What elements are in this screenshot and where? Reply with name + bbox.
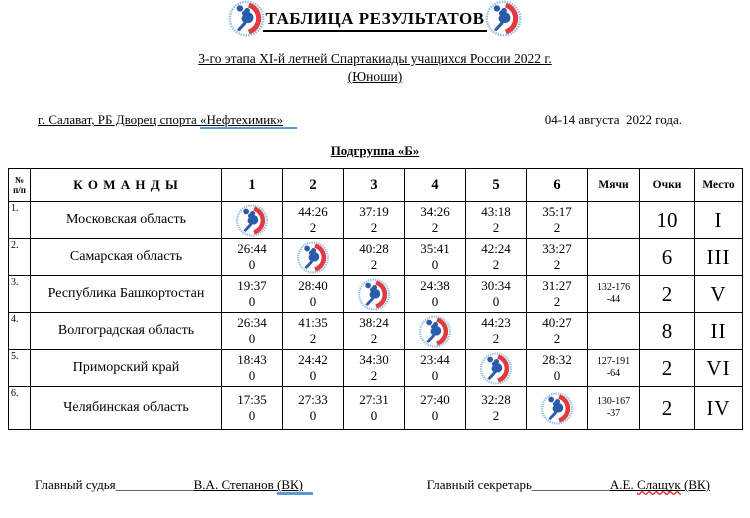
results-table bbox=[8, 168, 743, 430]
score-cell: 26:34 0 bbox=[222, 313, 283, 350]
subtitle-line2: (Юноши) bbox=[347, 69, 403, 84]
balls-cell bbox=[588, 313, 640, 350]
row-number: 5. bbox=[9, 350, 31, 387]
score-cell: 17:35 0 bbox=[222, 387, 283, 430]
self-match-cell bbox=[222, 202, 283, 239]
score-cell: 43:18 2 bbox=[466, 202, 527, 239]
judge-mark: (ВК) bbox=[277, 477, 313, 495]
row-number: 4. bbox=[9, 313, 31, 350]
score-cell: 30:34 0 bbox=[466, 276, 527, 313]
handball-federation-logo-icon bbox=[540, 392, 574, 425]
group-label: Подгруппа «Б» bbox=[330, 143, 420, 158]
score-cell: 40:28 2 bbox=[344, 239, 405, 276]
event-dates: 04-14 августа 2022 года. bbox=[544, 112, 682, 127]
score-cell: 38:24 2 bbox=[344, 313, 405, 350]
score-cell: 44:26 2 bbox=[283, 202, 344, 239]
handball-federation-logo-icon bbox=[235, 204, 269, 237]
row-number: 3. bbox=[9, 276, 31, 313]
col-header-points: Очки bbox=[640, 169, 695, 202]
team-name: Челябинская область bbox=[31, 387, 222, 430]
col-header-game-4: 4 bbox=[405, 169, 466, 202]
points-cell: 2 bbox=[640, 276, 695, 313]
score-cell: 35:41 0 bbox=[405, 239, 466, 276]
balls-cell: 130-167 -37 bbox=[588, 387, 640, 430]
venue-name-highlight: «Нефтехимик» bbox=[200, 112, 297, 129]
score-cell: 28:40 0 bbox=[283, 276, 344, 313]
table-row bbox=[9, 313, 743, 350]
row-number: 1. bbox=[9, 202, 31, 239]
results-table-body bbox=[9, 202, 743, 430]
chief-judge-signature: Главный судья____________В.А. Степанов (ВК) bbox=[35, 477, 313, 493]
handball-federation-logo-icon bbox=[479, 352, 513, 385]
signature-row bbox=[35, 477, 710, 493]
place-cell: IV bbox=[695, 387, 743, 430]
chief-secretary-signature: Главный секретарь____________А.Е. Слащук (ВК) bbox=[426, 477, 710, 492]
score-cell: 27:31 0 bbox=[344, 387, 405, 430]
points-cell: 2 bbox=[640, 387, 695, 430]
secretary-name-spellcheck: Слащук bbox=[636, 477, 681, 492]
balls-cell bbox=[588, 239, 640, 276]
score-cell: 18:43 0 bbox=[222, 350, 283, 387]
score-cell: 32:28 2 bbox=[466, 387, 527, 430]
balls-cell: 127-191 -64 bbox=[588, 350, 640, 387]
score-cell: 26:44 0 bbox=[222, 239, 283, 276]
place-cell: I bbox=[695, 202, 743, 239]
row-number: 2. bbox=[9, 239, 31, 276]
score-cell: 42:24 2 bbox=[466, 239, 527, 276]
score-cell: 19:37 0 bbox=[222, 276, 283, 313]
score-cell: 44:23 2 bbox=[466, 313, 527, 350]
place-cell: II bbox=[695, 313, 743, 350]
col-header-game-3: 3 bbox=[344, 169, 405, 202]
col-header-game-5: 5 bbox=[466, 169, 527, 202]
place-cell: VI bbox=[695, 350, 743, 387]
team-name: Республика Башкортостан bbox=[31, 276, 222, 313]
points-cell: 8 bbox=[640, 313, 695, 350]
score-cell: 33:27 2 bbox=[527, 239, 588, 276]
table-row bbox=[9, 276, 743, 313]
col-header-place: Место bbox=[695, 169, 743, 202]
score-cell: 27:40 0 bbox=[405, 387, 466, 430]
score-cell: 41:35 2 bbox=[283, 313, 344, 350]
row-number: 6. bbox=[9, 387, 31, 430]
document-header bbox=[0, 0, 750, 38]
self-match-cell bbox=[466, 350, 527, 387]
score-cell: 27:33 0 bbox=[283, 387, 344, 430]
score-cell: 40:27 2 bbox=[527, 313, 588, 350]
balls-cell: 132-176 -44 bbox=[588, 276, 640, 313]
points-cell: 6 bbox=[640, 239, 695, 276]
self-match-cell bbox=[527, 387, 588, 430]
col-header-teams: К О М А Н Д Ы bbox=[31, 169, 222, 202]
balls-cell bbox=[588, 202, 640, 239]
score-cell: 24:38 0 bbox=[405, 276, 466, 313]
table-row bbox=[9, 350, 743, 387]
col-header-game-1: 1 bbox=[222, 169, 283, 202]
team-name: Самарская область bbox=[31, 239, 222, 276]
table-row bbox=[9, 387, 743, 430]
team-name: Приморский край bbox=[31, 350, 222, 387]
self-match-cell bbox=[405, 313, 466, 350]
points-cell: 2 bbox=[640, 350, 695, 387]
venue-row bbox=[38, 112, 682, 128]
score-cell: 31:27 2 bbox=[527, 276, 588, 313]
score-cell: 24:42 0 bbox=[283, 350, 344, 387]
table-row bbox=[9, 239, 743, 276]
handball-federation-logo-icon bbox=[296, 241, 330, 274]
table-header-row bbox=[9, 169, 743, 202]
self-match-cell bbox=[283, 239, 344, 276]
team-name: Московская область bbox=[31, 202, 222, 239]
score-cell: 34:30 2 bbox=[344, 350, 405, 387]
score-cell: 37:19 2 bbox=[344, 202, 405, 239]
handball-federation-logo-icon bbox=[357, 278, 391, 311]
handball-federation-logo-icon bbox=[228, 0, 265, 37]
col-header-game-6: 6 bbox=[527, 169, 588, 202]
self-match-cell bbox=[344, 276, 405, 313]
col-header-balls: Мячи bbox=[588, 169, 640, 202]
score-cell: 35:17 2 bbox=[527, 202, 588, 239]
subtitle-line1: 3-го этапа XI-й летней Спартакиады учащихся России 2022 г. bbox=[198, 51, 552, 66]
score-cell: 23:44 0 bbox=[405, 350, 466, 387]
place-cell: III bbox=[695, 239, 743, 276]
table-row bbox=[9, 202, 743, 239]
page-title: ТАБЛИЦА РЕЗУЛЬТАТОВ bbox=[263, 7, 486, 32]
score-cell: 28:32 0 bbox=[527, 350, 588, 387]
venue-text: г. Салават, РБ Дворец спорта «Нефтехимик» bbox=[38, 112, 297, 128]
score-cell: 34:26 2 bbox=[405, 202, 466, 239]
col-header-game-2: 2 bbox=[283, 169, 344, 202]
handball-federation-logo-icon bbox=[485, 0, 522, 37]
col-header-number: № п/п bbox=[9, 169, 31, 202]
handball-federation-logo-icon bbox=[418, 315, 452, 348]
team-name: Волгоградская область bbox=[31, 313, 222, 350]
place-cell: V bbox=[695, 276, 743, 313]
points-cell: 10 bbox=[640, 202, 695, 239]
